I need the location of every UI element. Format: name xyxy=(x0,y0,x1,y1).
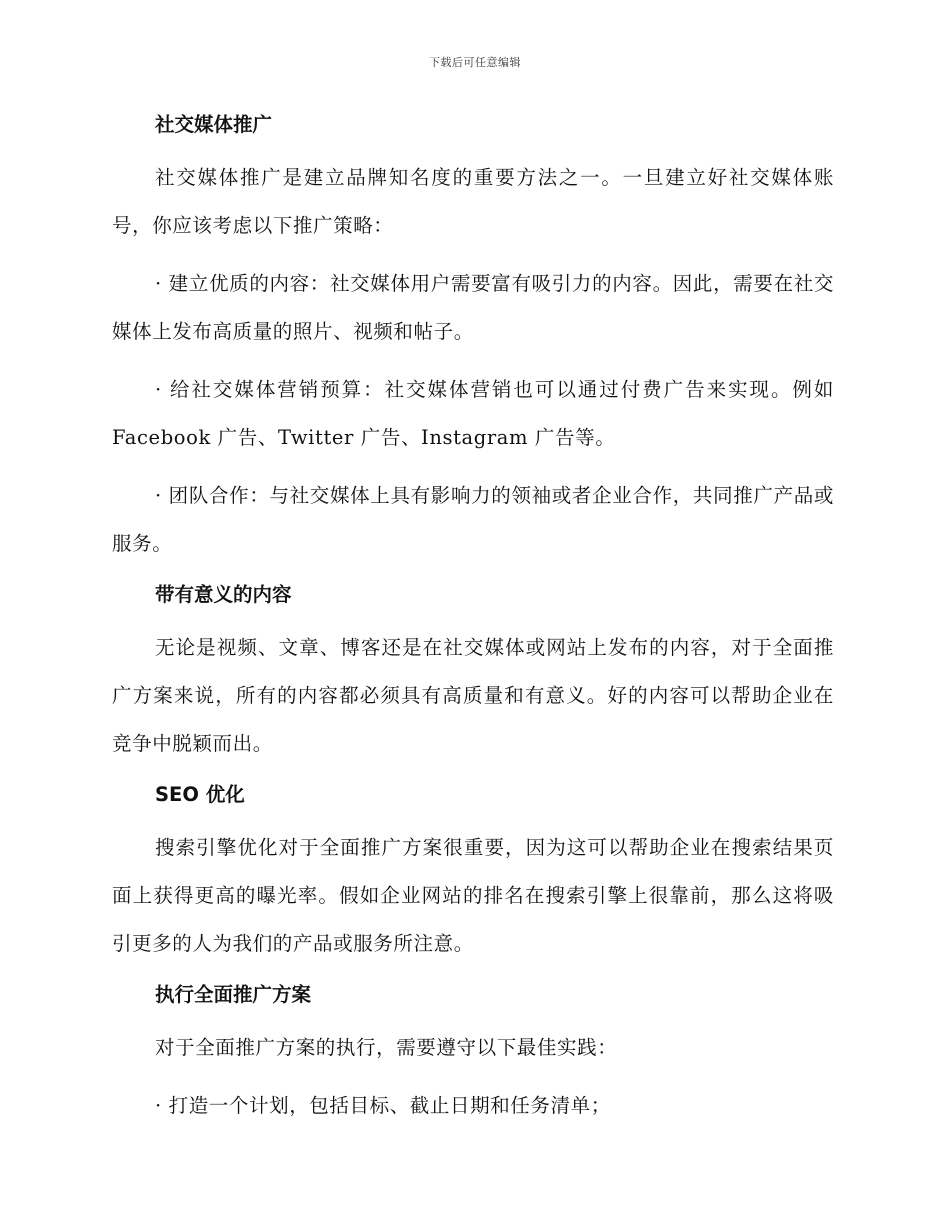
bullet-team-cooperation: · 团队合作：与社交媒体上具有影响力的领袖或者企业合作，共同推广产品或服务。 xyxy=(112,484,834,555)
document-body xyxy=(112,108,834,1140)
section-heading-seo: SEO 优化 xyxy=(155,783,245,806)
section-heading-execution: 执行全面推广方案 xyxy=(155,983,312,1006)
bullet-quality-content: · 建立优质的内容：社交媒体用户需要富有吸引力的内容。因此，需要在社交媒体上发布高质量的照片、视频和帖子。 xyxy=(112,272,834,343)
section-heading-meaningful-content: 带有意义的内容 xyxy=(155,583,292,606)
paragraph-social-intro: 社交媒体推广是建立品牌知名度的重要方法之一。一旦建立好社交媒体账号，你应该考虑以下推广策略： xyxy=(112,166,834,237)
paragraph-seo: 搜索引擎优化对于全面推广方案很重要，因为这可以帮助企业在搜索结果页面上获得更高的曝光率。假如企业网站的排名在搜索引擎上很靠前，那么这将吸引更多的人为我们的产品或服务所注意。 xyxy=(112,836,834,955)
bullet-make-plan: · 打造一个计划，包括目标、截止日期和任务清单； xyxy=(155,1094,611,1117)
paragraph-execution-intro: 对于全面推广方案的执行，需要遵守以下最佳实践： xyxy=(155,1036,618,1059)
section-heading-social-media: 社交媒体推广 xyxy=(155,113,273,136)
page-header: 下载后可任意编辑 xyxy=(429,56,521,69)
paragraph-meaningful-content: 无论是视频、文章、博客还是在社交媒体或网站上发布的内容，对于全面推广方案来说，所有的内容都必须具有高质量和有意义。好的内容可以帮助企业在竞争中脱颖而出。 xyxy=(112,636,834,755)
bullet-marketing-budget: · 给社交媒体营销预算：社交媒体营销也可以通过付费广告来实现。例如 Facebook 广告、Twitter 广告、Instagram 广告等。 xyxy=(112,378,834,449)
